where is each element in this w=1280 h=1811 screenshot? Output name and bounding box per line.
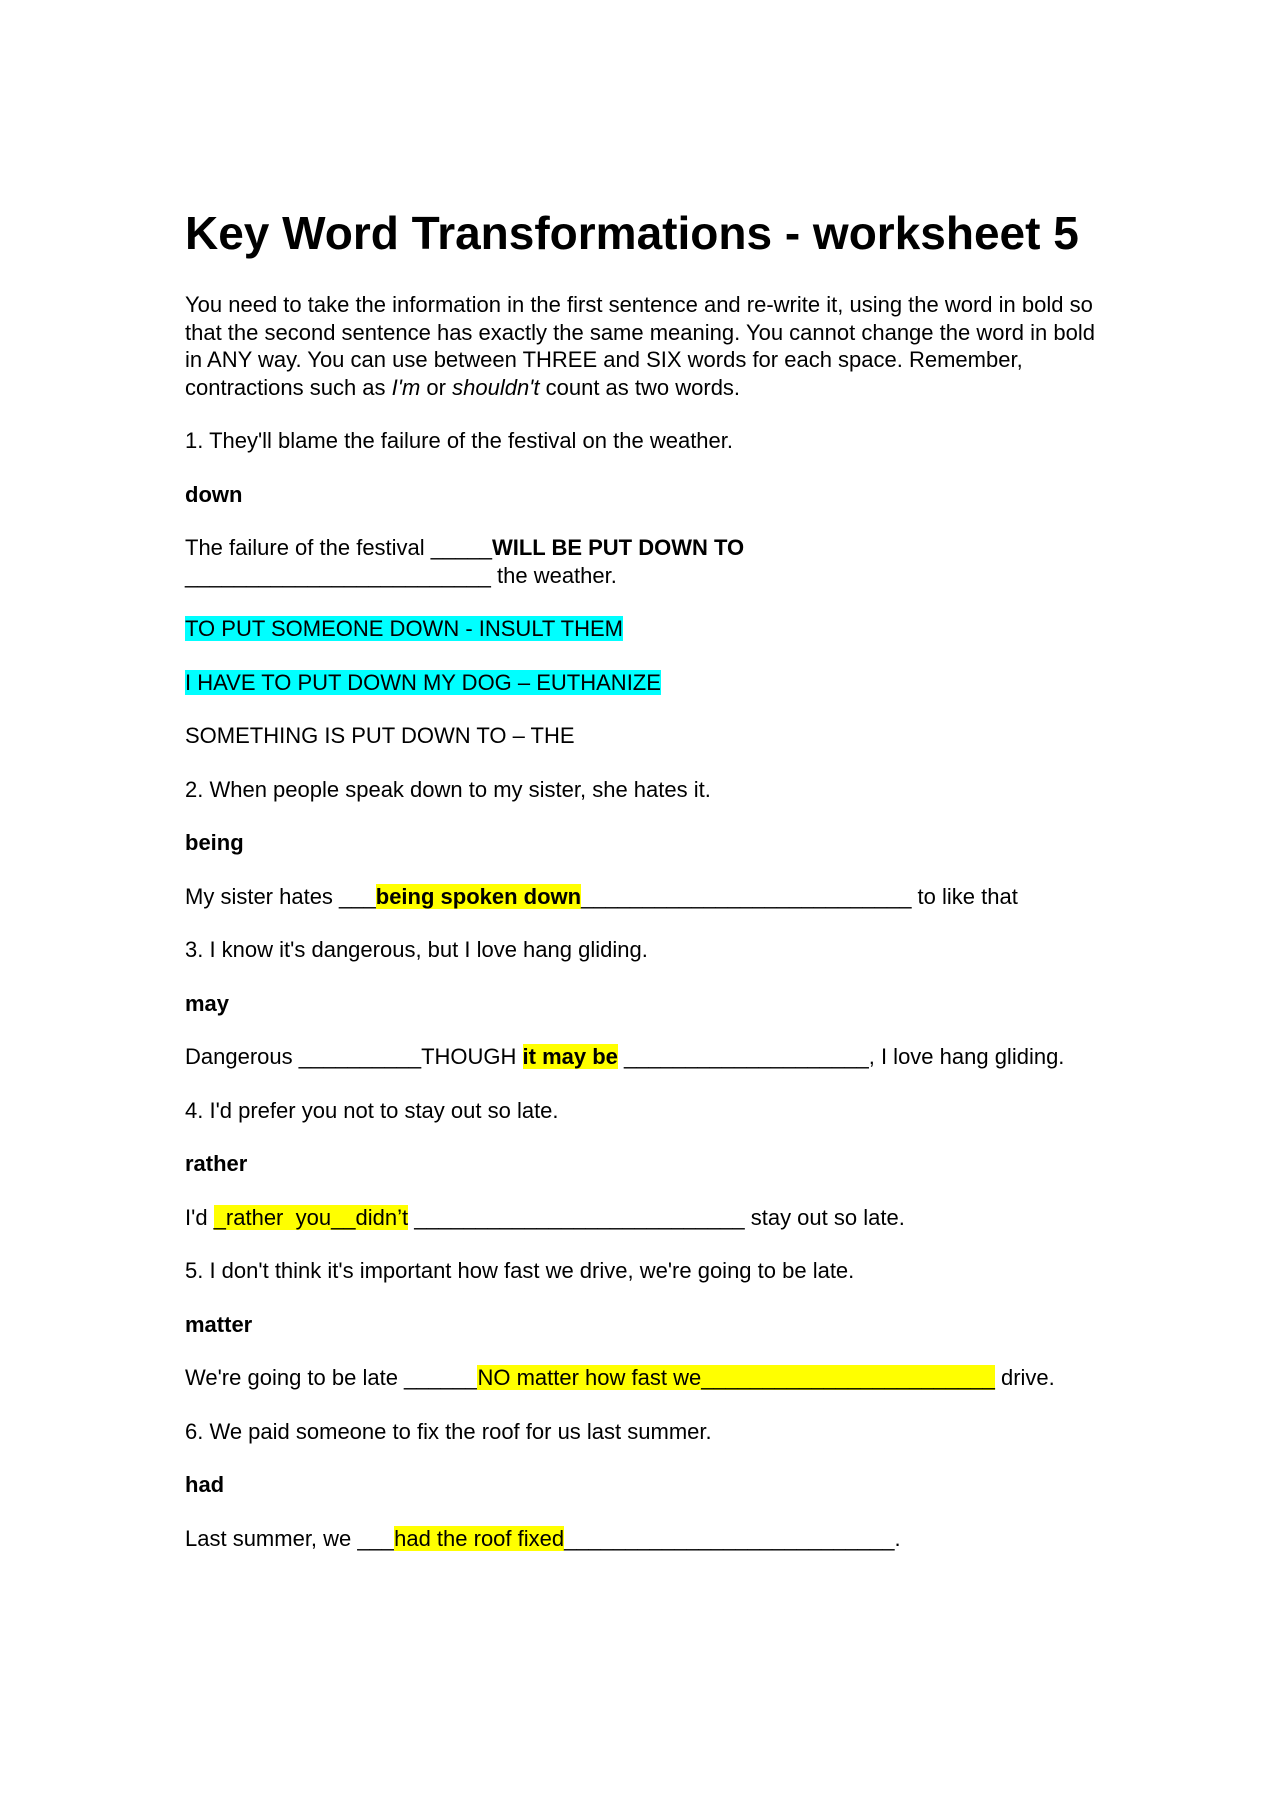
page-title: Key Word Transformations - worksheet 5 <box>185 207 1079 259</box>
instructions <box>185 291 1102 401</box>
question-4-prompt: 4. I'd prefer you not to stay out so late. <box>185 1097 559 1123</box>
question-1-prompt: 1. They'll blame the failure of the festival on the weather. <box>185 428 734 453</box>
question-5-keyword: matter <box>185 1311 253 1337</box>
worksheet-page <box>185 205 1102 1578</box>
question-5-answer[interactable]: NO matter how fast we________________________ <box>477 1365 995 1390</box>
question-1-answer-post: _________________________ the weather. <box>185 562 617 588</box>
question-6-answer-pre: Last summer, we ___ <box>185 1525 395 1551</box>
question-4-answer[interactable]: _rather you__didn’t <box>213 1204 409 1230</box>
question-3-answer[interactable]: it may be <box>522 1044 618 1069</box>
instructions-example-shouldnt: shouldn't <box>452 374 540 400</box>
question-1-answer[interactable]: WILL BE PUT DOWN TO <box>491 535 745 560</box>
question-5-prompt: 5. I don't think it's important how fast we drive, we're going to be late. <box>185 1258 855 1283</box>
question-6-answer-line <box>185 1525 1095 1553</box>
question-6-answer-post: ___________________________. <box>564 1525 901 1551</box>
note-highlight: TO PUT SOMEONE DOWN - INSULT THEM <box>185 616 624 641</box>
question-3-answer-line <box>185 1043 1095 1071</box>
question-1-answer-line <box>185 534 1095 589</box>
instructions-text-1: You need to take the information in the first sentence and re-write it, using the word in bold so that the second sentence has exactly the same meaning. You cannot change the word in bold in ANY way. You can use between THREE and SIX words for each space. Remember, contractions such as <box>185 292 1102 400</box>
question-1-note-2 <box>185 669 1095 697</box>
question-2-answer-line <box>185 883 1095 911</box>
question-3-keyword: may <box>185 990 230 1016</box>
question-2-answer[interactable]: being spoken down <box>375 883 582 909</box>
question-3-prompt: 3. I know it's dangerous, but I love hang gliding. <box>185 937 648 962</box>
question-6-answer[interactable]: had the roof fixed <box>394 1525 565 1551</box>
question-5-answer-line <box>185 1364 1095 1392</box>
question-3-answer-pre: Dangerous __________THOUGH <box>185 1044 523 1069</box>
question-4-answer-pre: I'd <box>185 1204 214 1230</box>
question-5-answer-post: drive. <box>994 1365 1055 1390</box>
question-4-keyword: rather <box>185 1151 248 1176</box>
question-5-answer-pre: We're going to be late ______ <box>185 1365 478 1390</box>
question-2-answer-post: ___________________________ to like that <box>581 883 1018 909</box>
question-1-note-1 <box>185 615 1095 643</box>
question-1-note-3: SOMETHING IS PUT DOWN TO – THE <box>185 723 575 748</box>
question-1-keyword: down <box>185 481 243 507</box>
instructions-example-im: I'm <box>391 374 421 400</box>
question-1-answer-pre: The failure of the festival _____ <box>185 535 492 560</box>
instructions-text-2: or <box>420 374 453 400</box>
question-2-prompt: 2. When people speak down to my sister, she hates it. <box>185 776 711 802</box>
question-6-prompt: 6. We paid someone to fix the roof for us last summer. <box>185 1418 712 1444</box>
question-4-answer-line <box>185 1204 1095 1232</box>
question-2-answer-pre: My sister hates ___ <box>185 883 376 909</box>
instructions-text-3: count as two words. <box>539 374 741 400</box>
note-highlight: I HAVE TO PUT DOWN MY DOG – EUTHANIZE <box>185 669 661 695</box>
question-3-answer-post: ____________________, I love hang gliding. <box>617 1044 1065 1069</box>
question-4-answer-post: ___________________________ stay out so late. <box>408 1204 905 1230</box>
question-2-keyword: being <box>185 830 244 855</box>
question-6-keyword: had <box>185 1472 225 1497</box>
